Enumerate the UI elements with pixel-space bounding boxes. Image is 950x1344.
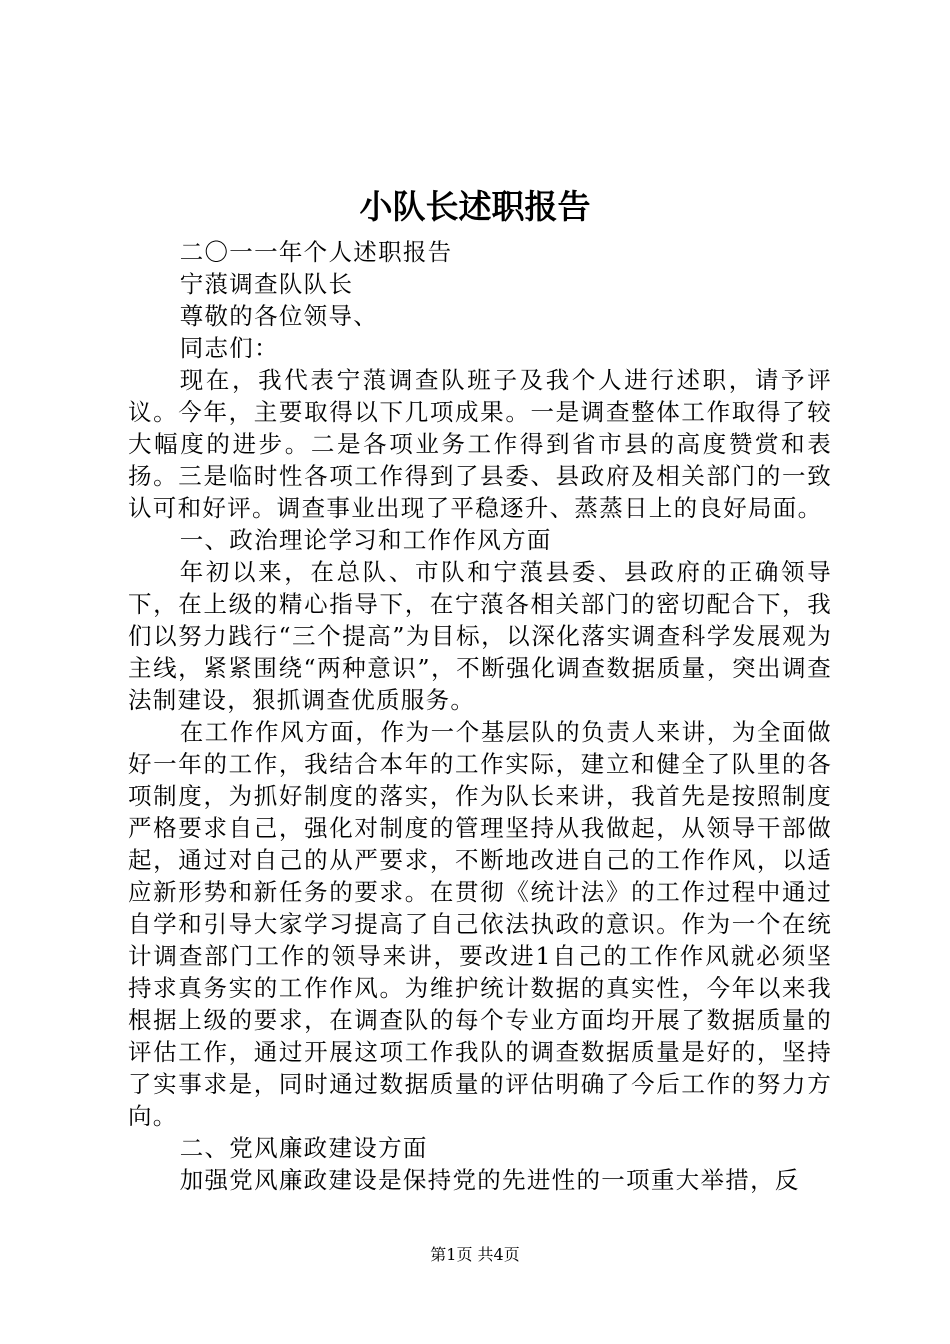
paragraph-salutation: 尊敬的各位领导、 (179, 302, 379, 330)
paragraph-intro: 现在，我代表宁蒗调查队班子及我个人进行述职，请予评议。今年，主要取得以下几项成果。一是调查整体工作取得了较大幅度的进步。二是各项业务工作得到省市县的高度赞赏和表扬。三是临时性各项工作得到了县委、县政府及相关部门的一致认可和好评。调查事业出现了平稳逐升、蒸蒸日上的良好局面。 (128, 366, 832, 522)
section-heading-party-conduct: 二、党风廉政建设方面 (179, 1134, 428, 1162)
section-heading-political-study: 一、政治理论学习和工作作风方面 (179, 526, 552, 554)
paragraph-political-study: 年初以来，在总队、市队和宁蒗县委、县政府的正确领导下，在上级的精心指导下，在宁蒗各相关部门的密切配合下，我们以努力践行“三个提高”为目标，以深化落实调查科学发展观为主线，紧紧围绕“两种意识”，不断强化调查数据质量，突出调查法制建设，狠抓调查优质服务。 (128, 558, 832, 714)
document-title: 小队长述职报告 (359, 187, 591, 226)
paragraph-year-report: 二〇一一年个人述职报告 (179, 238, 453, 266)
paragraph-work-style: 在工作作风方面，作为一个基层队的负责人来讲，为全面做好一年的工作，我结合本年的工作实际，建立和健全了队里的各项制度，为抓好制度的落实，作为队长来讲，我首先是按照制度严格要求自己，强化对制度的管理坚持从我做起，从领导干部做起，通过对自己的从严要求，不断地改进自己的工作作风，以适应新形势和新任务的要求。在贯彻《统计法》的工作过程中通过自学和引导大家学习提高了自己依法执政的意识。作为一个在统计调查部门工作的领导来讲，要改进1自己的工作作风就必须坚持求真务实的工作作风。为维护统计数据的真实性，今年以来我根据上级的要求，在调查队的每个专业方面均开展了数据质量的评估工作，通过开展这项工作我队的调查数据质量是好的，坚持了实事求是，同时通过数据质量的评估明确了今后工作的努力方向。 (128, 718, 832, 1130)
paragraph-author: 宁蒗调查队队长 (179, 270, 354, 298)
page-footer: 第1页 共4页 (430, 1245, 520, 1264)
paragraph-party-conduct: 加强党风廉政建设是保持党的先进性的一项重大举措，反 (179, 1166, 800, 1194)
document-body (128, 236, 832, 1196)
paragraph-salutation-continued: 同志们： (179, 334, 279, 362)
